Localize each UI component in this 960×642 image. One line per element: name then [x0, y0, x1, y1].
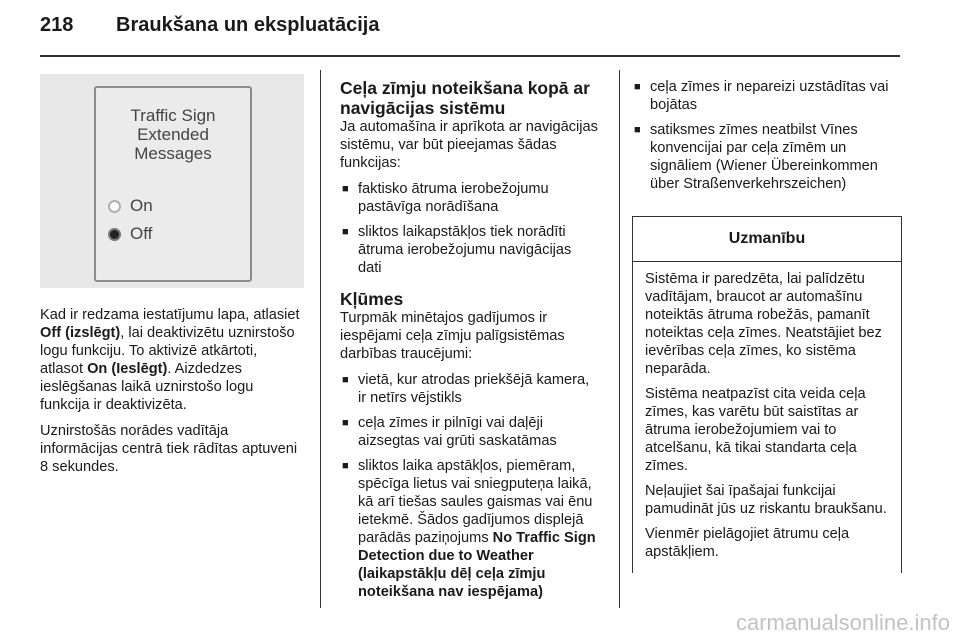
paragraph: Turpmāk minētajos gadījumos ir iespējami ceļa zīmju palīgsistēmas darbības traucējumi:: [340, 310, 565, 362]
watermark: carmanualsonline.info: [735, 610, 950, 635]
paragraph: Vienmēr pielāgojiet ātrumu ceļa apstākļiem.: [645, 526, 850, 560]
option-label: Off: [130, 224, 153, 243]
radio-selected-icon: [108, 228, 121, 241]
option-off: [108, 224, 152, 244]
section-heading: Ceļa zīmju noteikšana kopā ar navigācijas sistēmu: [340, 78, 590, 118]
list-item: ■ sliktos laikapstākļos tiek norādīti ātruma ierobežojumu navigācijas dati: [340, 223, 598, 277]
warning-box: [632, 216, 902, 573]
paragraph: Neļaujiet šai īpašajai funkcijai pamudināt jūs uz riskantu braukšanu.: [645, 483, 887, 517]
section-heading: Kļūmes: [340, 289, 404, 309]
display-title-line: Extended: [137, 125, 209, 144]
chapter-title: Braukšana un ekspluatācija: [116, 14, 380, 36]
emphasis: On (Ieslēgt): [87, 361, 168, 377]
column-divider-1: [320, 70, 321, 608]
display-title: [96, 106, 250, 163]
paragraph: Sistēma neatpazīst cita veida ceļa zīmes, kas varētu būt saistītas ar ātruma ierobežojumiem vai to atcelšanu, kā tikai standarta ceļa zīmes.: [645, 386, 866, 474]
list-item: ■ ceļa zīmes ir pilnīgi vai daļēji aizsegtas vai grūti saskatāmas: [340, 414, 598, 450]
list-item: ■ sliktos laika apstākļos, piemēram, spēcīga lietus vai sniegputeņa laikā, kā arī tiešas saules gaismas vai ēnu ietekmē. Šādos gadījumos displejā parādās paziņojums No Traffic Sign Detection due to Weather (laikapstākļu dēļ ceļa zīmju noteikšana nav iespējama): [340, 457, 598, 601]
header-rule: [40, 55, 900, 57]
paragraph: Kad ir redzama iestatījumu lapa, atlasiet Off (izslēgt), lai deaktivizētu uznirstošo logu funkciju. To aktivizē atkārtoti, atlasot On (Ieslēgt). Aizdedzes ieslēgšanas laikā uznirstošo logu funkcija ir deaktivizēta.: [40, 307, 300, 413]
bullet-list: [632, 78, 900, 193]
warning-title: Uzmanību: [633, 217, 901, 262]
emphasis: Off (izslēgt): [40, 325, 121, 341]
paragraph: Sistēma ir paredzēta, lai palīdzētu vadītājam, braucot ar automašīnu noteiktās ātruma robežās, pamanīt noteiktas ceļa zīmes. Neatstājiet bez ievērības ceļa zīmes, ko sistēma neparāda.: [645, 271, 882, 377]
radio-unselected-icon: [108, 200, 121, 213]
page-header: [40, 14, 379, 37]
display-figure: [40, 74, 304, 288]
warning-body: [633, 262, 901, 561]
bullet-list: [340, 180, 598, 277]
column-divider-2: [619, 70, 620, 608]
paragraph: Ja automašīna ir aprīkota ar navigācijas sistēmu, var būt pieejamas šādas funkcijas:: [340, 119, 598, 171]
emphasis: No Traffic Sign Detection due to Weather (laikapstākļu dēļ ceļa zīmju noteikšana nav iespējama): [358, 530, 596, 600]
list-item: ■ satiksmes zīmes neatbilst Vīnes konvencijai par ceļa zīmēm un signāliem (Wiener Übereinkommen über Straßenverkehrszeichen): [632, 121, 900, 193]
right-column: [632, 78, 900, 201]
list-item: ■ ceļa zīmes ir nepareizi uzstādītas vai bojātas: [632, 78, 900, 114]
left-column: [40, 306, 302, 484]
display-screen: [94, 86, 252, 282]
list-item: ■ vietā, kur atrodas priekšējā kamera, ir netīrs vējstikls: [340, 371, 598, 407]
list-item: ■ faktisko ātruma ierobežojumu pastāvīga norādīšana: [340, 180, 598, 216]
display-title-line: Messages: [134, 144, 212, 163]
option-on: [108, 196, 153, 216]
option-label: On: [130, 196, 153, 215]
page-number: 218: [40, 14, 74, 36]
display-title-line: Traffic Sign: [130, 106, 216, 125]
middle-column: [340, 78, 598, 609]
bullet-list: [340, 371, 598, 601]
paragraph: Uznirstošās norādes vadītāja informācijas centrā tiek rādītas aptuveni 8 sekundes.: [40, 423, 298, 475]
